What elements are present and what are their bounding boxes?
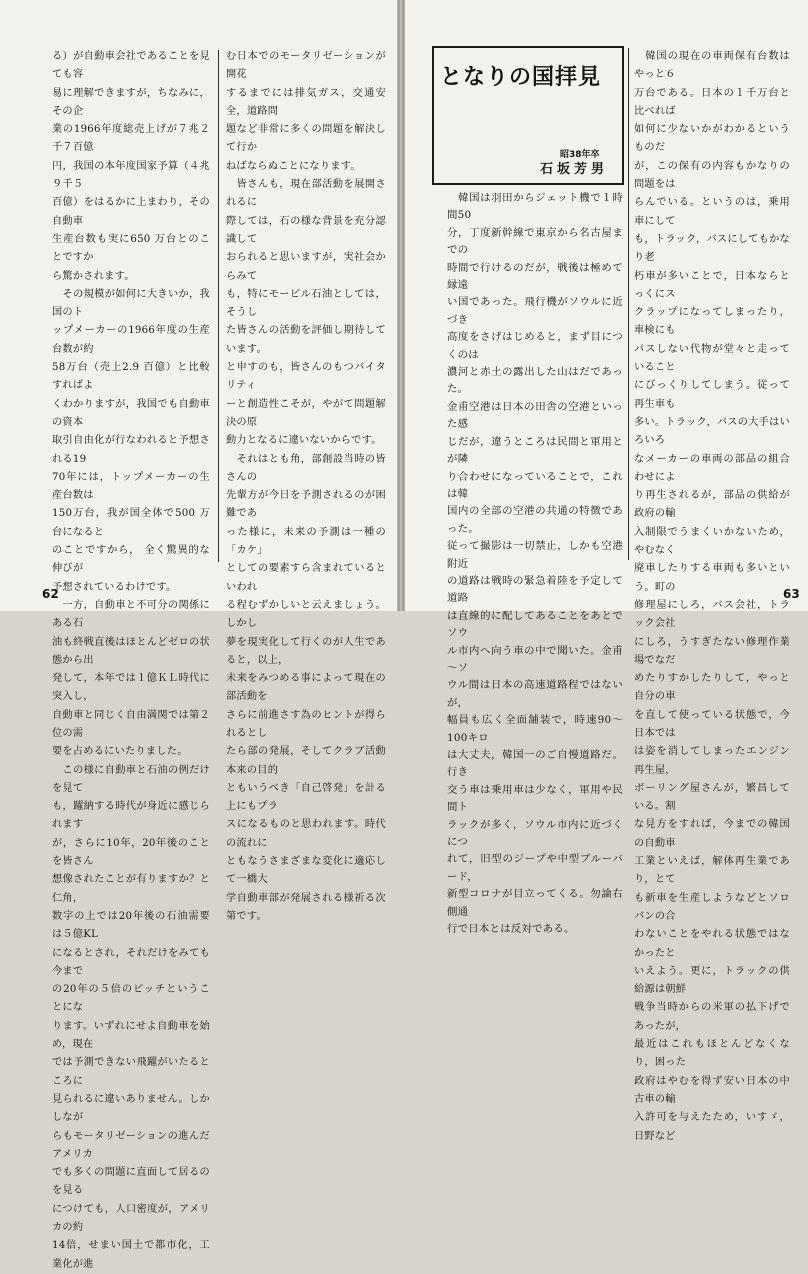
left-page: [0, 0, 398, 1270]
column-divider: [218, 50, 219, 562]
left-column-1: る）が自動車会社であることを見ても容 易に理解できますが，ちなみに，その企 業の1966年度総売上げが７兆２千７百億 円，我国の本年度国家予算（４兆９千５ 百億）をはるかに上まわり，その自動車 生産台数も実に650 万台とのことですか ら驚かされます。 その規模が如何に大きいか，我国のト ップメーカーの1966年度の生産台数が約 58万台（売上2.9 百億）と比較すればよ くわかりますが，我国でも自動車の資本 取引自由化が行なわれると予想される19 70年には，トップメーカーの生産台数は 150万台，我が国全体で500 万台になると のことですから， 全く驚異的な伸びが 予想されているわけです。 一方，自動車と不可分の関係にある石 油も終戦直後はほとんどゼロの状態から出 発して，本年では１億ＫＬ時代に突入し， 自動車と同じく自由満関では第２位の需 要を占めるにいたりました。 この様に自動車と石油の例だけを見て も，躍納する時代が身近に感じられます が，さらに10年，20年後のことを皆さん 想像されたことが有りますか？と仁角， 数字の上では20年後の石油需要は５億KL になるとされ，それだけをみても今まで の20年の５倍のピッチということにな ります。いずれにせよ自動車を始め，現在 では予測できない飛躍がいたるところに 見られるに違いありません。しかしなが らもモータリゼーションの進んだアメリカ でも多くの問題に直面して居るのを見る につけても，人口密度が，アメリカの約 14倍，せまい国土で都市化，工業化が進: [52, 51, 210, 1270]
author-graduation-year: 昭38年卒: [560, 150, 600, 160]
left-column-2: む日本でのモータリゼーションが開花 するまでには排気ガス，交通安全，道路問 題など非常に多くの問題を解決して行か ねばならぬことになります。 皆さんも，現在部活動を展開されるに 際しては，石の様な背景を充分認識して おられると思いますが，実社会からみて も，特にモービル石油としては，そうし た皆さんの活動を評価し期待しています。 と申すのも，皆さんのもつバイタリティ ーと創造性こそが，やがて問題解決の原 動力となるに違いないからです。 それはとも角，部創設当時の皆さんの 先輩方が今日を予測されるのが困難であ った様に，未来の予測は一種の「カケ」 としての要素すら含まれているといわれ る程むずかしいと云えましょう。しかし 夢を現実化して行くのが人生であると，以上， 未来をみつめる事によって現在の部活動を さらに前進さす為のヒントが得られるとし たら部の発展，そしてクラブ活動本来の目的 ともいうべき「自己啓発」を計る上にもプラ スになるものと思われます。時代の流れに ともなうさまざまな変化に適応して一橋大 学自動車部が発展される様祈る次第です。: [226, 51, 386, 922]
right-column-1: 韓国は羽田からジェット機で１時間50 分，丁度新幹線で東京から名古屋までの 時間で行けるのだが，戦後は極めて縁遠 い国であった。飛行機がソウルに近づき 高度をさげはじめると，まず目につくのは 濃河と赤土の露出した山はだであった。 金甫空港は日本の田舎の空港といった感 じだが，違うところは民間と軍用とが隣 り合わせになっていることで，これは韓 国内の全部の空港の共通の特徴であった。 従って撮影は一切禁止，しかも空港附近 の道路は戦時の緊急着陸を予定して道路 は直線的に配してあることをあとでソウ ル市内へ向う車の中で聞いた。金甫～ソ ウル間は日本の高速道路程ではないが， 幅員も広く全面舗装で，時速90～100キロ は大丈夫，韓国一のご自慢道路だ。行き 交う車は乗用車は少なく，軍用や民間ト ラックが多く，ソウル市内に近づくにつ れて，旧型のジープや中型ブルーバード， 新型コロナが目立ってくる。勿論右側通 行で日本とは反対である。: [447, 192, 623, 936]
right-column-2: 韓国の現在の車両保有台数はやっと６ 万台である。日本の１千万台と比べれば 如何に少ないかがわかるというものだ が，この保有の内容もかなりの問題をは らんでいる。というのは，乗用車にして も，トラック，バスにしてもかなり老 朽車が多いことで，日本ならとっくにス クラップになってしまったり，車検にも パスしない代物が堂々と走っていること にびっくりしてしまう。従って再生車も 多い。トラック，バスの大手はいろいろ なメーカーの車両の部品の組合わせによ り再生されるが，部品の供給が政府の輸 入制限でうまくいかないため，やむなく 廃車したりする車両も多いという。町の 修理屋にしろ，バス会社，トラック会社 にしろ，うすぎたない修理作業場でなだ めたりすかしたりして，やっと自分の車 を直して使っている状態で，今日本では は姿を消してしまったエンジン再生屋， ボーリング屋さんが，繁昌している。割 な見方をすれば，今までの韓国の自動車 工業といえば，解体再生業であり，とて も新車を生産しようなどとソロバンの合 わないことをやれる状態ではなかったと いえよう。更に，トラックの供給源は朝鮮 戦争当時からの米軍の払下げであったが， 最近はこれもほとんどなくなり，困った 政府はやむを得ず安い日本の中古車の輸 入許可を与えたため，いすゞ，日野など: [634, 51, 790, 1142]
author-name: 石坂芳男: [540, 162, 609, 177]
page-number-left: 62: [42, 587, 59, 601]
column-divider: [628, 48, 629, 560]
page-number-right: 63: [783, 587, 800, 601]
article-title: となりの国拝見: [440, 65, 602, 90]
